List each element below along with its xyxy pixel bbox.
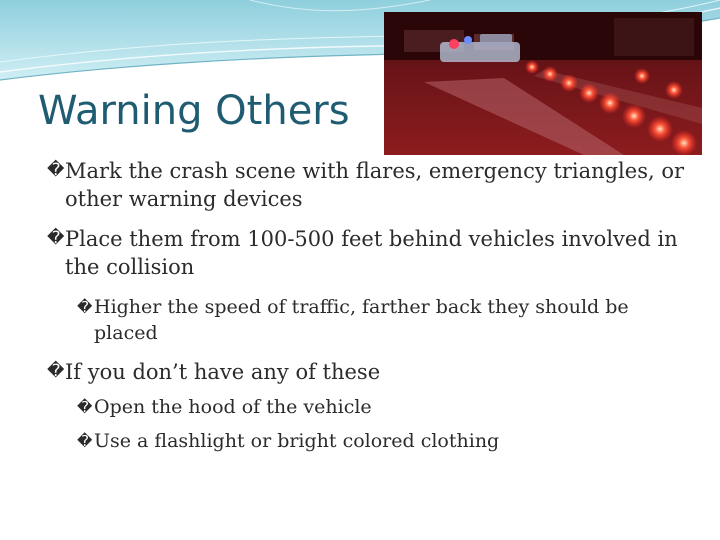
bullet-icon: � bbox=[77, 298, 93, 316]
bullet-icon: � bbox=[77, 432, 93, 450]
bullet-text: If you don’t have any of these bbox=[65, 360, 381, 384]
bullet-if-none bbox=[47, 358, 705, 386]
sub-bullet-open-hood bbox=[77, 395, 694, 421]
bullet-icon: � bbox=[47, 160, 65, 180]
bullet-icon: � bbox=[47, 228, 65, 248]
crash-scene-photo bbox=[384, 12, 702, 155]
bullet-text: Place them from 100-500 feet behind vehicles involved in the collision bbox=[65, 227, 678, 280]
bullet-icon: � bbox=[47, 361, 65, 381]
bullet-place-distance bbox=[47, 225, 705, 282]
flares-night-road-image bbox=[384, 12, 702, 155]
bullet-text: Mark the crash scene with flares, emergency triangles, or other warning devices bbox=[65, 159, 685, 212]
bullet-mark-crash-scene bbox=[47, 157, 705, 214]
bullet-icon: � bbox=[77, 398, 93, 416]
slide-title: Warning Others bbox=[38, 88, 350, 134]
bullet-text: Higher the speed of traffic, farther back they should be placed bbox=[94, 296, 629, 344]
bullet-text: Open the hood of the vehicle bbox=[94, 396, 372, 418]
sub-bullet-speed-of-traffic bbox=[77, 295, 694, 346]
bullet-text: Use a flashlight or bright colored clothing bbox=[94, 430, 500, 452]
sub-bullet-flashlight bbox=[77, 429, 694, 455]
